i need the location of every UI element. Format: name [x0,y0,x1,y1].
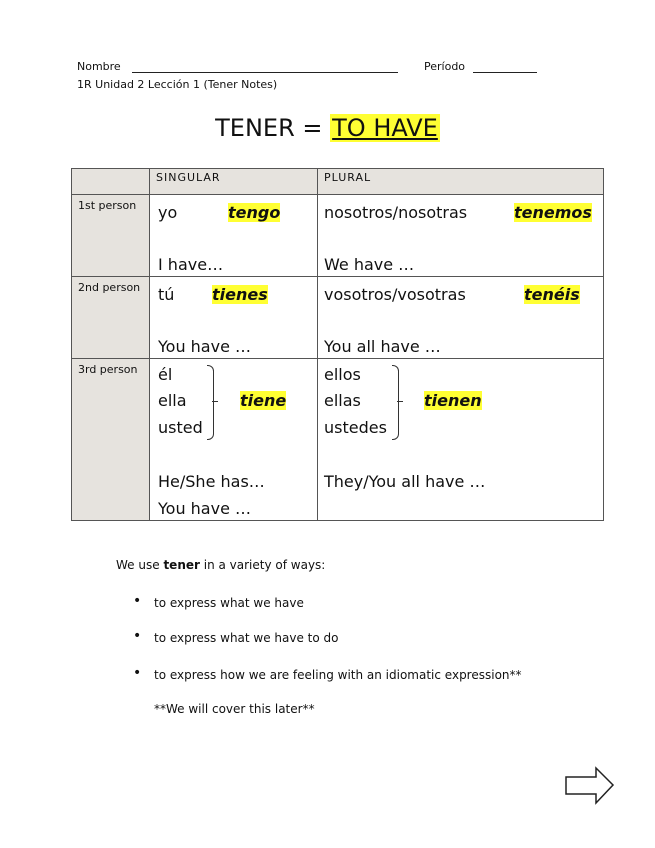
grouping-brace [392,365,399,440]
list-item: to express what we have to do [154,631,339,645]
verb-form: tenemos [514,203,592,222]
bullet-dot-icon: • [133,628,142,644]
brace-tick [212,401,218,402]
pronoun: él [158,365,173,384]
translation: They/You all have … [324,472,486,491]
header-plural: PLURAL [318,169,604,195]
periodo-label: Período [424,60,466,73]
table-row [72,359,604,521]
unit-subtitle: 1R Unidad 2 Lección 1 (Tener Notes) [77,78,278,91]
brace-tick [397,401,403,402]
translation: You have … [158,499,252,518]
title-highlight: TO HAVE [332,114,438,142]
periodo-blank [473,60,537,73]
person-label: 1st person [72,195,150,277]
table-header-row [72,169,604,195]
plural-cell [318,277,604,359]
translation: We have … [324,255,415,274]
page-title [0,114,655,142]
pronoun: nosotros/nosotras [324,203,468,222]
pronoun: usted [158,418,203,437]
pronoun: ellas [324,391,361,410]
pronoun: vosotros/vosotras [324,285,466,304]
nombre-line [77,60,398,73]
pronoun: ustedes [324,418,387,437]
pronoun: tú [158,285,175,304]
verb-form: tiene [240,391,287,410]
plural-cell [318,359,604,521]
bullet-dot-icon: • [133,593,142,609]
person-label: 3rd person [72,359,150,521]
periodo-line [424,60,537,73]
intro-after: in a variety of ways: [203,558,326,572]
title-prefix: TENER = [215,114,323,142]
translation: You have … [158,337,252,356]
conjugation-table [71,168,604,521]
translation: You all have … [324,337,441,356]
verb-form: tienen [424,391,482,410]
notes-intro [116,558,325,572]
pronoun: ellos [324,365,361,384]
translation: I have… [158,255,224,274]
table-row [72,277,604,359]
verb-form: tenéis [524,285,580,304]
footnote: **We will cover this later** [154,702,315,716]
plural-cell [318,195,604,277]
verb-form: tienes [212,285,268,304]
nombre-blank [132,60,398,73]
right-arrow-icon[interactable] [565,766,615,806]
header-singular: SINGULAR [150,169,318,195]
pronoun: yo [158,203,178,222]
nombre-label: Nombre [77,60,121,73]
bullet-dot-icon: • [133,665,142,681]
singular-cell [150,195,318,277]
grouping-brace [207,365,214,440]
list-item: to express what we have [154,596,304,610]
person-label: 2nd person [72,277,150,359]
intro-before: We use [116,558,160,572]
translation: He/She has… [158,472,265,491]
singular-cell [150,277,318,359]
pronoun: ella [158,391,187,410]
header-empty-cell [72,169,150,195]
table-row [72,195,604,277]
intro-bold: tener [163,558,200,572]
verb-form: tengo [228,203,281,222]
list-item: to express how we are feeling with an idiomatic expression** [154,668,522,682]
singular-cell [150,359,318,521]
